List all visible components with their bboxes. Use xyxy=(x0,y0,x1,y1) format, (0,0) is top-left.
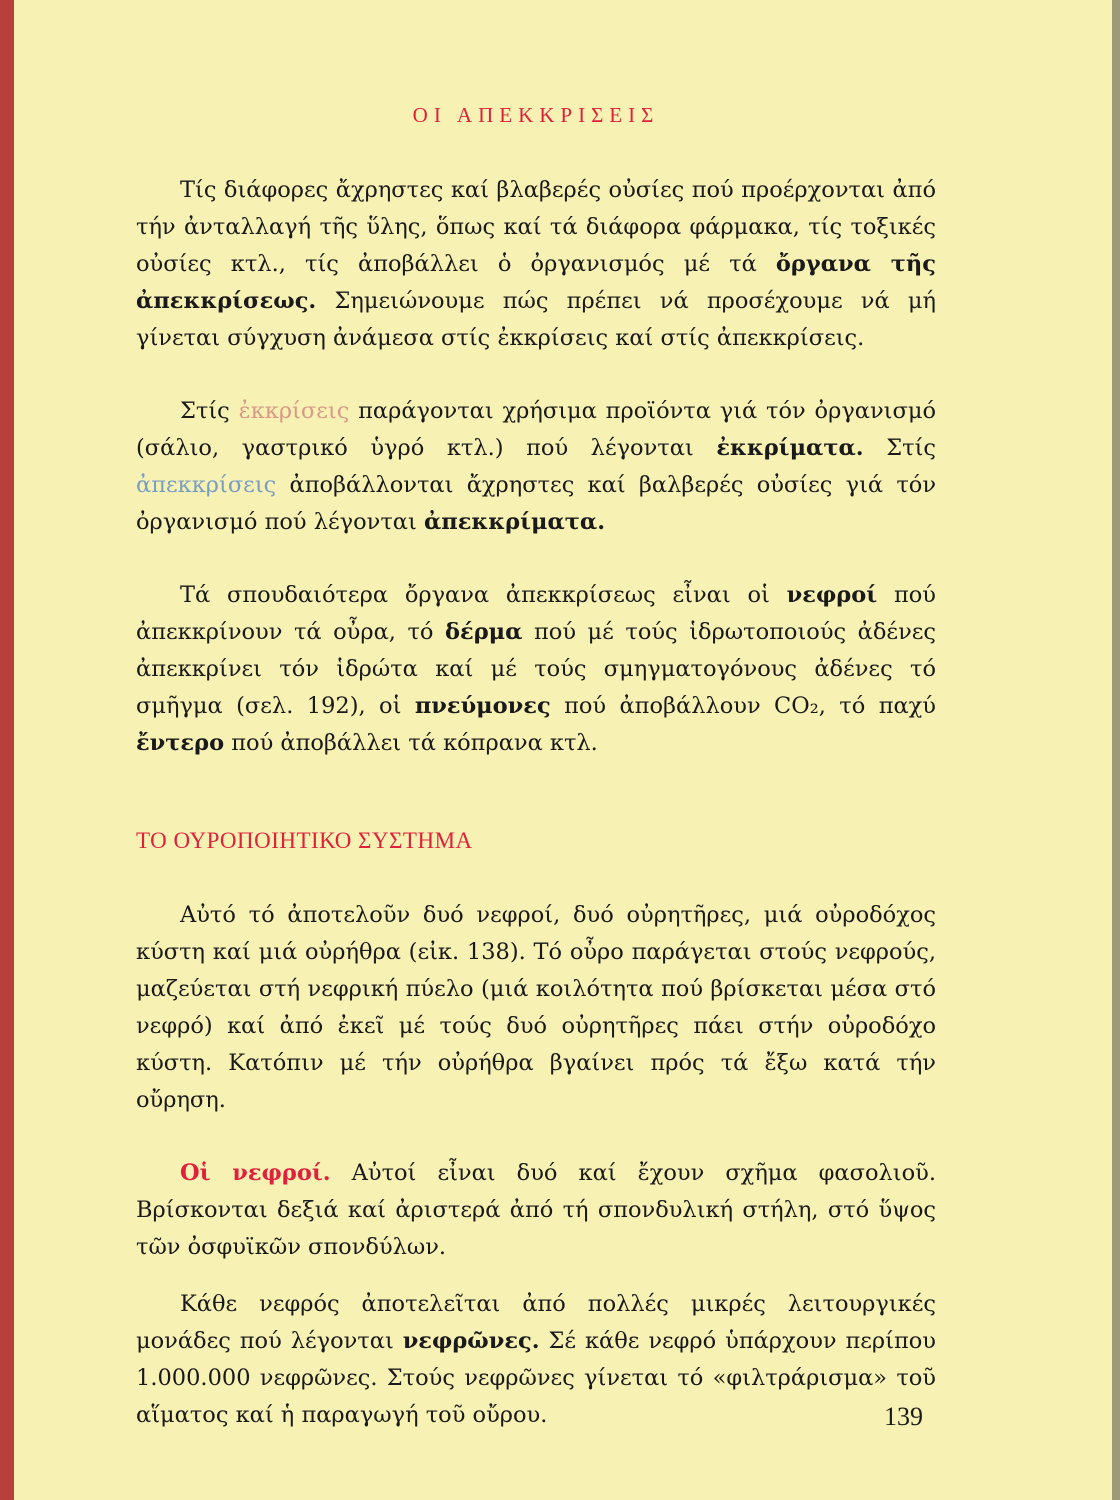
paragraph-urinary-overview: Αὐτό τό ἀποτελοῦν δυό νεφροί, δυό οὐρητῆρες, μιά οὐροδόχος κύστη καί μιά οὐρήθρα (εἰκ. 138). Τό οὖρο παράγεται στούς νεφρούς, μαζεύεται στή νεφρική πύελο (μιά κοιλότητα πού βρίσκεται μέσα στό νεφρό) καί ἀπό ἐκεῖ μέ τούς δυό οὐρητῆρες πάει στήν οὐροδόχο κύστη. Κατόπιν μέ τήν οὐρήθρα βγαίνει πρός τά ἔξω κατά τήν οὔρηση. xyxy=(136,902,936,1113)
page-edge-right xyxy=(1112,0,1120,1500)
page-edge-left xyxy=(0,0,14,1500)
paragraph-excretion-intro: Τίς διάφορες ἄχρηστες καί βλαβερές οὐσίες πού προέρχονται ἀπό τήν ἀνταλλαγή τῆς ὕλης, ὅπως καί τά διάφορα φάρμακα, τίς τοξικές οὐσίες κτλ., τίς ἀποβάλλει ὁ ὀργανισμός μέ τά ὄργανα τῆς ἀπεκκρίσεως. Σημειώνουμε πώς πρέπει νά προσέχουμε νά μή γίνεται σύγχυση ἀνάμεσα στίς ἐκκρίσεις καί στίς ἀπεκκρίσεις. xyxy=(136,177,936,351)
paragraph-secretions: Στίς ἐκκρίσεις παράγονται χρήσιμα προϊόντα γιά τόν ὀργανισμό (σάλιο, γαστρικό ὑγρό κτλ.) πού λέγονται ἐκκρίματα. Στίς ἀπεκκρίσεις ἀποβάλλονται ἄχρηστες καί βαλβερές οὐσίες γιά τόν ὀργανισμό πού λέγονται ἀπεκκρίματα. xyxy=(136,398,937,535)
paragraph-kidneys: Οἱ νεφροί. Αὐτοί εἶναι δυό καί ἔχουν σχῆμα φασολιοῦ. Βρίσκονται δεξιά καί ἀριστερά ἀπό τή σπονδυλική στήλη, στό ὕψος τῶν ὀσφυϊκῶν σπονδύλων. xyxy=(136,1160,936,1260)
section-title-excretions: ΟΙ ΑΠΕΚΚΡΙΣΕΙΣ xyxy=(412,103,660,127)
section-title-urinary-system: ΤΟ ΟΥΡΟΠΟΙΗΤΙΚΟ ΣΥΣΤΗΜΑ xyxy=(136,828,473,853)
page-number: 139 xyxy=(884,1402,923,1431)
paragraph-excretory-organs: Τά σπουδαιότερα ὄργανα ἀπεκκρίσεως εἶναι οἱ νεφροί πού ἀπεκκρίνουν τά οὖρα, τό δέρμα πού μέ τούς ἱδρωτοποιούς ἀδένες ἀπεκκρίνει τόν ἱδρώτα καί μέ τούς σμηγματογόνους ἀδένες τό σμῆγμα (σελ. 192), οἱ πνεύμονες πού ἀποβάλλουν CO₂, τό παχύ ἔντερο πού ἀποβάλλει τά κόπρανα κτλ. xyxy=(136,582,936,756)
paragraph-nephrons: Κάθε νεφρός ἀποτελεῖται ἀπό πολλές μικρές λειτουργικές μονάδες πού λέγονται νεφρῶνες. Σέ κάθε νεφρό ὑπάρχουν περίπου 1.000.000 νεφρῶνες. Στούς νεφρῶνες γίνεται τό «φιλτράρισμα» τοῦ αἵματος καί ἡ παραγωγή τοῦ οὔρου. xyxy=(136,1291,936,1428)
page-content xyxy=(136,98,936,1434)
